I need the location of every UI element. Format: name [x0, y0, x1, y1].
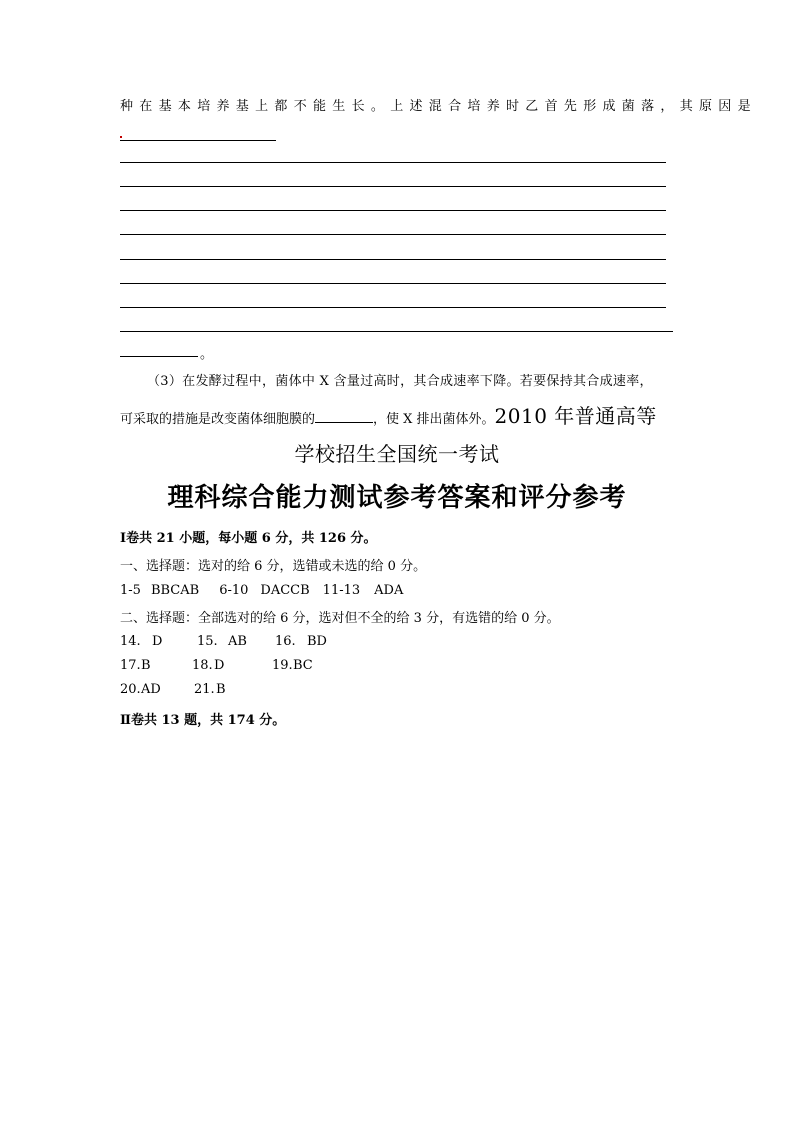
ms-answer: D	[152, 634, 163, 649]
multiple-select-rule: 二、选择题：全部选对的给 6 分，选对但不全的给 3 分，有选错的给 0 分。	[120, 611, 560, 626]
mc-answers-row	[120, 583, 403, 598]
question-3-line-1: （3）在发酵过程中，菌体中 X 含量过高时，其合成速率下降。若要保持其合成速率，	[147, 374, 653, 389]
answer-blank-end	[120, 356, 198, 357]
ms-number: 16.	[275, 634, 296, 649]
section-1-header: Ⅰ卷共 21 小题，每小题 6 分，共 126 分。	[120, 531, 377, 546]
answer-line-3	[120, 210, 666, 211]
mc-range: 6-10	[219, 583, 249, 598]
title-part-1: 2010 年普通高等	[494, 404, 657, 428]
question-3-line-2	[120, 400, 657, 429]
section-2-header: Ⅱ卷共 13 题，共 174 分。	[120, 713, 286, 728]
ms-answer: BD	[307, 634, 327, 649]
ms-answer: BC	[293, 658, 313, 673]
ms-number: 17.	[120, 658, 141, 673]
answer-blank-short	[120, 140, 276, 141]
main-title: 理科综合能力测试参考答案和评分参考	[167, 483, 627, 513]
question-text-line: 种在基本培养基上都不能生长。上述混合培养时乙首先形成菌落，其原因是	[120, 99, 757, 114]
answer-line-1	[120, 162, 666, 163]
mc-answer: ADA	[374, 583, 404, 598]
answer-line-8	[120, 331, 673, 332]
blank-period: 。	[200, 347, 214, 362]
answer-line-6	[120, 283, 666, 284]
ms-answer: D	[214, 658, 225, 673]
mc-answer: BBCAB	[150, 583, 200, 598]
mc-range: 1-5	[120, 583, 141, 598]
multiple-choice-rule: 一、选择题：选对的给 6 分，选错或未选的给 0 分。	[120, 559, 427, 574]
ms-number: 15.	[197, 634, 218, 649]
question-3-text-after: ，使 X 排出菌体外。	[373, 412, 495, 427]
ms-number: 14.	[120, 634, 141, 649]
answer-line-5	[120, 259, 666, 260]
ms-number: 19.	[272, 658, 293, 673]
red-mark	[120, 136, 122, 138]
ms-answer: AD	[141, 682, 161, 697]
ms-answer: B	[141, 658, 151, 673]
answer-line-7	[120, 307, 666, 308]
ms-answer: B	[216, 682, 226, 697]
mc-range: 11-13	[322, 583, 361, 598]
question-3-text-before: 可采取的措施是改变菌体细胞膜的	[120, 412, 316, 427]
mc-answer: DACCB	[260, 583, 310, 598]
ms-number: 18.	[192, 658, 213, 673]
ms-number: 21.	[194, 682, 215, 697]
title-part-2: 学校招生全国统一考试	[294, 442, 500, 466]
answer-line-2	[120, 186, 666, 187]
ms-answer: AB	[228, 634, 247, 649]
ms-number: 20.	[120, 682, 141, 697]
answer-line-4	[120, 234, 666, 235]
question-3-blank	[315, 409, 373, 423]
